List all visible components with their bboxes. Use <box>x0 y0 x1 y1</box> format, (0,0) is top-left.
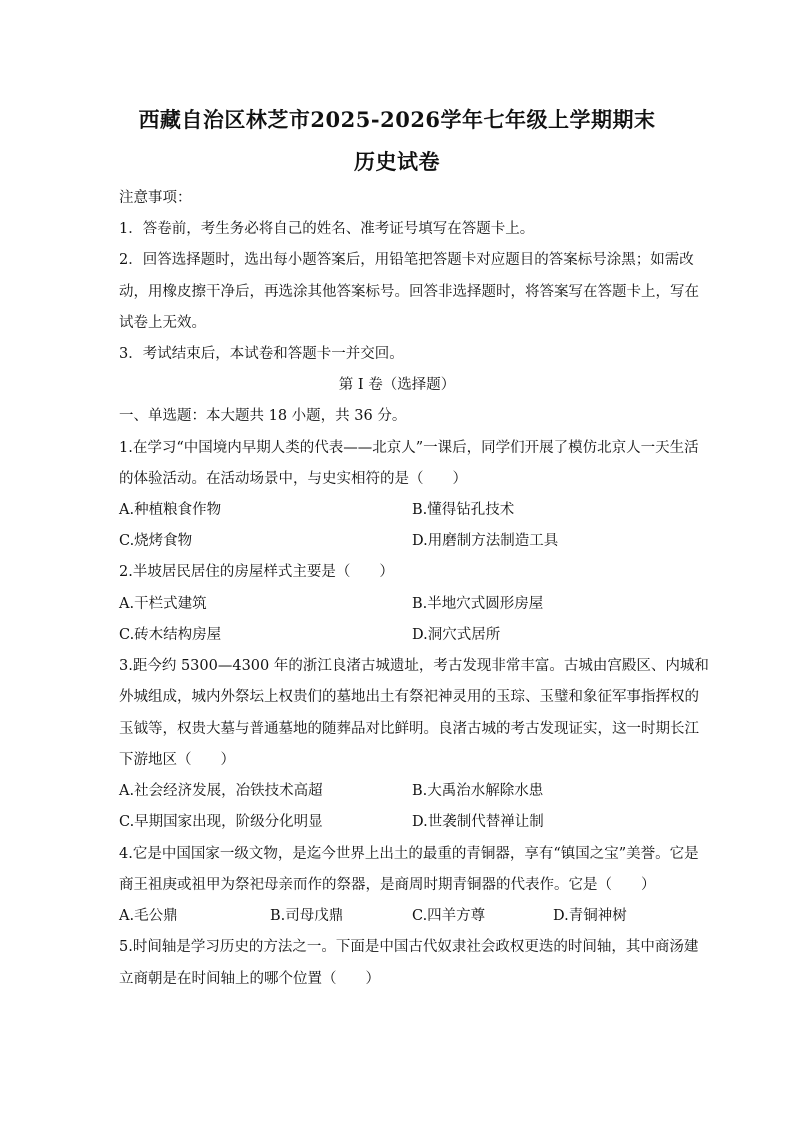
notice-heading: 注意事项： <box>119 190 192 206</box>
section-heading: 一、单选题：本大题共 18 小题，共 36 分。 <box>119 408 407 424</box>
question-4-line-2: 商王祖庚或祖甲为祭祀母亲而作的祭器，是商周时期青铜器的代表作。它是（ ） <box>119 877 656 893</box>
question-2-option-a: A.干栏式建筑 <box>119 596 207 612</box>
question-1-line-1: 1.在学习“中国境内早期人类的代表——北京人”一课后，同学们开展了模仿北京人一天生活 <box>119 440 699 456</box>
question-3-option-b: B.大禹治水解除水患 <box>412 783 544 799</box>
question-1-option-b: B.懂得钻孔技术 <box>412 502 515 518</box>
question-4-option-d: D.青铜神树 <box>553 908 627 924</box>
notice-item-2-line-1: 2．回答选择题时，选出每小题答案后，用铅笔把答题卡对应题目的答案标号涂黑；如需改 <box>119 252 694 268</box>
notice-item-3: 3．考试结束后，本试卷和答题卡一并交回。 <box>119 346 404 362</box>
question-3-option-d: D.世袭制代替禅让制 <box>412 814 544 830</box>
question-5-line-2: 立商朝是在时间轴上的哪个位置（ ） <box>119 971 380 987</box>
question-1-option-c: C.烧烤食物 <box>119 533 193 549</box>
question-3-line-1: 3.距今约 5300—4300 年的浙江良渚古城遗址，考古发现非常丰富。古城由宫殿区、内城和 <box>119 658 709 674</box>
notice-item-2-line-2: 动，用橡皮擦干净后，再选涂其他答案标号。回答非选择题时，将答案写在答题卡上，写在 <box>119 284 699 300</box>
question-3-line-3: 玉钺等，权贵大墓与普通墓地的随葬品对比鲜明。良渚古城的考古发现证实，这一时期长江 <box>119 721 699 737</box>
question-4-line-1: 4.它是中国国家一级文物，是迄今世界上出土的最重的青铜器，享有“镇国之宝”美誉。它是 <box>119 846 699 862</box>
question-4-option-a: A.毛公鼎 <box>119 908 178 924</box>
question-2-option-c: C.砖木结构房屋 <box>119 627 222 643</box>
question-4-option-c: C.四羊方尊 <box>412 908 486 924</box>
question-3-line-2: 外城组成，城内外祭坛上权贵们的墓地出土有祭祀神灵用的玉琮、玉璧和象征军事指挥权的 <box>119 689 699 705</box>
exam-subtitle: 历史试卷 <box>354 149 440 174</box>
question-2-line-1: 2.半坡居民居住的房屋样式主要是（ ） <box>119 564 394 580</box>
question-1-line-2: 的体验活动。在活动场景中，与史实相符的是（ ） <box>119 471 467 487</box>
question-5-line-1: 5.时间轴是学习历史的方法之一。下面是中国古代奴隶社会政权更迭的时间轴，其中商汤建 <box>119 939 699 955</box>
volume-heading: 第 I 卷（选择题） <box>338 377 456 393</box>
question-1-option-d: D.用磨制方法制造工具 <box>412 533 559 549</box>
notice-item-1: 1．答卷前，考生务必将自己的姓名、准考证号填写在答题卡上。 <box>119 221 535 237</box>
question-3-option-a: A.社会经济发展，冶铁技术高超 <box>119 783 323 799</box>
question-1-option-a: A.种植粮食作物 <box>119 502 222 518</box>
question-4-option-b: B.司母戊鼎 <box>270 908 344 924</box>
question-3-option-c: C.早期国家出现，阶级分化明显 <box>119 814 323 830</box>
exam-title: 西藏自治区林芝市2025-2026学年七年级上学期期末 <box>138 107 656 132</box>
notice-item-2-line-3: 试卷上无效。 <box>119 315 206 331</box>
question-2-option-b: B.半地穴式圆形房屋 <box>412 596 544 612</box>
question-2-option-d: D.洞穴式居所 <box>412 627 501 643</box>
question-3-line-4: 下游地区（ ） <box>119 752 235 768</box>
